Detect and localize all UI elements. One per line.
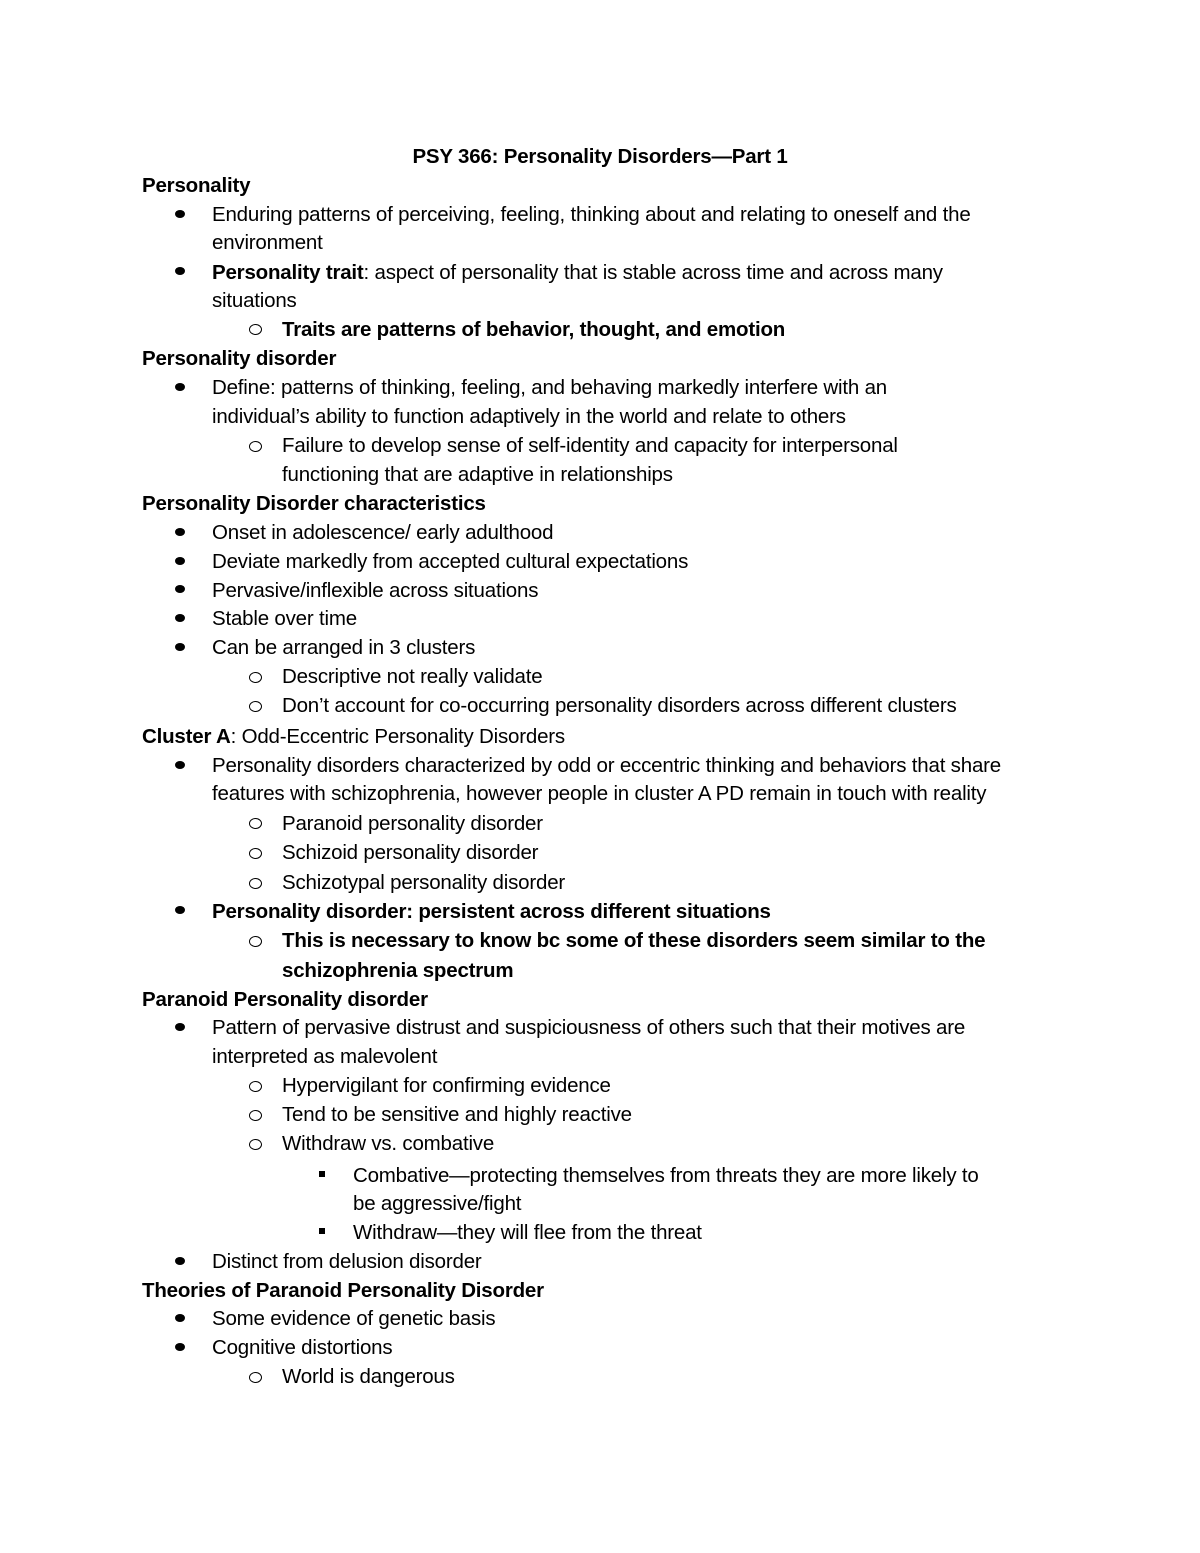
sub-list-item: Failure to develop sense of self-identity and capacity for interpersonal <box>282 434 898 457</box>
list-item: Pervasive/inflexible across situations <box>212 579 539 602</box>
square-bullet-icon <box>319 1228 325 1234</box>
sub-sub-list-item: Combative—protecting themselves from threats they are more likely to <box>353 1164 979 1187</box>
heading-cluster-a-title: : Odd-Eccentric Personality Disorders <box>230 725 565 748</box>
list-item: Can be arranged in 3 clusters <box>212 636 476 659</box>
bullet-icon <box>175 210 185 218</box>
list-item: Enduring patterns of perceiving, feeling, thinking about and relating to oneself and the <box>212 203 971 226</box>
document-title: PSY 366: Personality Disorders—Part 1 <box>412 145 788 168</box>
sub-list-item: Withdraw vs. combative <box>282 1132 495 1155</box>
bullet-icon <box>175 557 185 565</box>
sub-list-item: This is necessary to know bc some of these disorders seem similar to the <box>282 929 986 952</box>
sub-sub-list-item-cont: be aggressive/fight <box>353 1192 522 1215</box>
bullet-icon <box>175 528 185 536</box>
list-item-cont: individual’s ability to function adaptively in the world and relate to others <box>212 405 846 428</box>
circle-bullet-icon <box>249 818 262 829</box>
bullet-icon <box>175 643 185 651</box>
list-item-cont: features with schizophrenia, however people in cluster A PD remain in touch with reality <box>212 782 987 805</box>
circle-bullet-icon <box>249 1110 262 1121</box>
bullet-icon <box>175 1343 185 1351</box>
list-item: Cognitive distortions <box>212 1336 393 1359</box>
heading-cluster-a <box>142 722 565 751</box>
sub-list-item-cont: schizophrenia spectrum <box>282 959 514 982</box>
circle-bullet-icon <box>249 701 262 712</box>
sub-list-item-cont: functioning that are adaptive in relationships <box>282 463 673 486</box>
bullet-icon <box>175 383 185 391</box>
bullet-icon <box>175 585 185 593</box>
term-label: Personality trait <box>212 261 364 284</box>
circle-bullet-icon <box>249 1139 262 1150</box>
list-item: Distinct from delusion disorder <box>212 1250 482 1273</box>
list-item: Deviate markedly from accepted cultural expectations <box>212 550 689 573</box>
sub-list-item: Tend to be sensitive and highly reactive <box>282 1103 632 1126</box>
sub-list-item: Schizotypal personality disorder <box>282 871 566 894</box>
circle-bullet-icon <box>249 936 262 947</box>
term-definition: : aspect of personality that is stable across time and across many <box>363 261 943 284</box>
list-item: Define: patterns of thinking, feeling, and behaving markedly interfere with an <box>212 376 887 399</box>
square-bullet-icon <box>319 1171 325 1177</box>
sub-list-item: Hypervigilant for confirming evidence <box>282 1074 611 1097</box>
list-item-cont: interpreted as malevolent <box>212 1045 438 1068</box>
sub-list-item: Paranoid personality disorder <box>282 812 543 835</box>
bullet-icon <box>175 267 185 275</box>
heading-personality-disorder: Personality disorder <box>142 347 337 370</box>
heading-personality: Personality <box>142 174 251 197</box>
heading-cluster-a-label: Cluster A <box>142 725 231 748</box>
bullet-icon <box>175 614 185 622</box>
list-item <box>212 258 943 287</box>
list-item: Some evidence of genetic basis <box>212 1307 496 1330</box>
heading-paranoid-pd: Paranoid Personality disorder <box>142 988 428 1011</box>
list-item-cont: situations <box>212 289 297 312</box>
sub-sub-list-item: Withdraw—they will flee from the threat <box>353 1221 702 1244</box>
sub-list-item: Traits are patterns of behavior, thought, and emotion <box>282 318 786 341</box>
list-item: Personality disorder: persistent across different situations <box>212 900 771 923</box>
circle-bullet-icon <box>249 848 262 859</box>
bullet-icon <box>175 906 185 914</box>
list-item: Onset in adolescence/ early adulthood <box>212 521 554 544</box>
sub-list-item: World is dangerous <box>282 1365 455 1388</box>
list-item-cont: environment <box>212 231 323 254</box>
circle-bullet-icon <box>249 672 262 683</box>
circle-bullet-icon <box>249 1372 262 1383</box>
list-item: Personality disorders characterized by odd or eccentric thinking and behaviors that share <box>212 754 1001 777</box>
sub-list-item: Descriptive not really validate <box>282 665 543 688</box>
bullet-icon <box>175 1023 185 1031</box>
heading-theories-paranoid-pd: Theories of Paranoid Personality Disorder <box>142 1279 544 1302</box>
heading-pd-characteristics: Personality Disorder characteristics <box>142 492 486 515</box>
bullet-icon <box>175 1257 185 1265</box>
bullet-icon <box>175 1314 185 1322</box>
circle-bullet-icon <box>249 441 262 452</box>
list-item: Stable over time <box>212 607 357 630</box>
list-item: Pattern of pervasive distrust and suspiciousness of others such that their motives are <box>212 1016 966 1039</box>
sub-list-item: Don’t account for co-occurring personality disorders across different clusters <box>282 694 957 717</box>
sub-list-item: Schizoid personality disorder <box>282 841 539 864</box>
circle-bullet-icon <box>249 878 262 889</box>
circle-bullet-icon <box>249 324 262 335</box>
bullet-icon <box>175 761 185 769</box>
circle-bullet-icon <box>249 1081 262 1092</box>
